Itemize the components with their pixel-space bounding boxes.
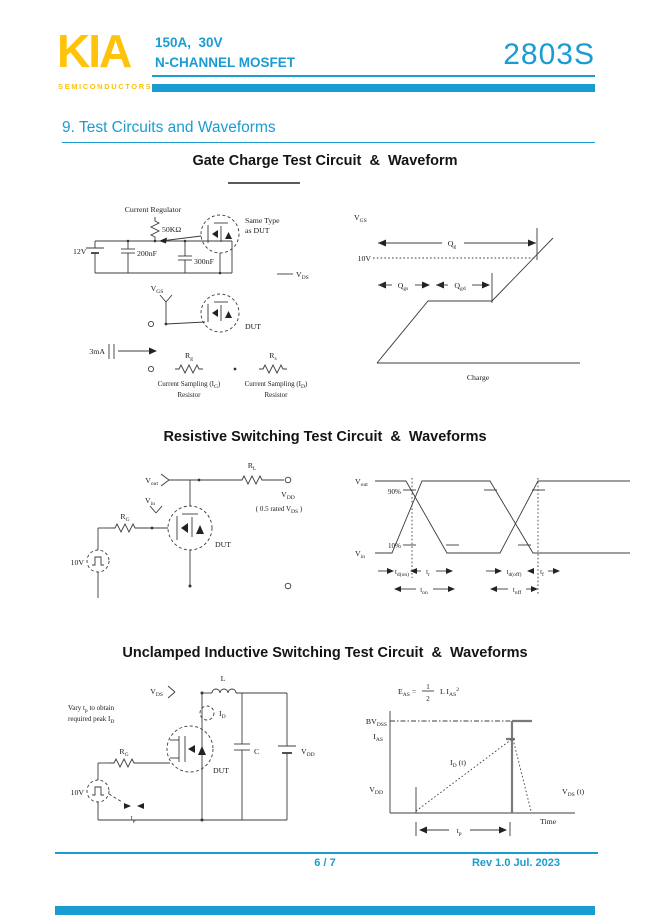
- resistor-rl-symbol: [238, 476, 266, 484]
- label-qg: $Q_g$: [447, 239, 457, 250]
- gate-charge-circuit-diagram: [55, 196, 355, 411]
- capacitor-200nf-symbol: [121, 241, 135, 273]
- id-ramp-trace: [416, 739, 512, 811]
- label-vout: $V_{out}$: [355, 477, 368, 488]
- resistive-waveform: [350, 458, 635, 613]
- junction-dot: [201, 819, 204, 822]
- mosfet-symbol-dut: [167, 726, 213, 772]
- waveform-trace: [377, 238, 553, 363]
- terminal-open-circle: [148, 366, 153, 371]
- svg-text:L IAS2: L $I_{AS}^2$: [440, 687, 459, 698]
- footer-rule: [55, 852, 598, 854]
- battery-12v-symbol: [86, 248, 104, 253]
- label-td-off: $t_{d(off)}$: [506, 568, 522, 578]
- pulse-source-10v: [87, 763, 122, 820]
- label-sampling-left-2: Resistor: [177, 391, 201, 399]
- junction-dot: [184, 240, 187, 243]
- axes: [390, 711, 575, 813]
- footer-page-number: 6 / 7: [314, 857, 336, 869]
- label-rg: $R_G$: [119, 747, 129, 758]
- vin-probe: [150, 506, 162, 513]
- header-rule-thick: [152, 84, 595, 92]
- label-sampling-right: Current Sampling $(I_D)$: [244, 380, 308, 390]
- label-vds: $V_{DS}$: [296, 270, 309, 281]
- label-dut: DUT: [215, 540, 232, 549]
- svg-text:1: 1: [426, 683, 430, 691]
- resistor-rs-symbol: [259, 365, 287, 373]
- label-vgs-axis: $V_{GS}$: [354, 213, 367, 224]
- label-vds: $V_{DS}$: [150, 687, 163, 698]
- top-rail-and-inductor: [201, 689, 288, 695]
- label-vdd: $V_{DD}$: [301, 747, 315, 758]
- terminal-open-circle: [148, 321, 153, 326]
- junction-dot: [127, 240, 130, 243]
- junction-dot: [189, 585, 192, 588]
- dimension-tp: [416, 822, 510, 836]
- label-tp: $t_p$: [130, 814, 136, 824]
- label-200nf: 200nF: [137, 249, 157, 258]
- gate-wires: [98, 759, 170, 767]
- label-3ma: 3mA: [89, 347, 105, 356]
- label-same-type-1: Same Type: [245, 216, 280, 225]
- dimension-qg: [378, 240, 536, 247]
- label-bvdss: $BV_{DSS}$: [365, 717, 387, 728]
- resistive-title: Resistive Switching Test Circuit & Waveforms: [163, 429, 487, 445]
- spec-line1: 150A, 30V: [155, 35, 223, 50]
- label-rs: $R_s$: [269, 351, 277, 362]
- svg-text:2: 2: [426, 695, 430, 703]
- label-time-axis: Time: [540, 817, 557, 826]
- section-heading-rule: [62, 142, 595, 143]
- terminal-open-circle: [285, 583, 291, 589]
- label-dut: DUT: [245, 322, 262, 331]
- label-90pct: 90%: [388, 488, 401, 496]
- gate-charge-title: Gate Charge Test Circuit & Waveform: [192, 153, 458, 169]
- capacitor-symbol: [234, 693, 250, 820]
- label-vdd: $V_{DD}$: [369, 785, 383, 796]
- label-toff: $t_{off}$: [512, 586, 522, 596]
- header-rule-thin: [152, 75, 595, 77]
- label-10pct: 10%: [388, 542, 401, 550]
- vout-probe: [161, 474, 238, 486]
- svg-text:EAS =: $E_{AS}$ =: [398, 687, 417, 698]
- label-note-2: required peak $I_D$: [68, 715, 115, 725]
- id-fall-trace: [513, 739, 531, 811]
- label-10v: 10V: [70, 788, 84, 797]
- label-12v: 12V: [73, 247, 87, 256]
- label-50k-resistor: 50KΩ: [162, 225, 182, 234]
- current-source-3ma: [109, 344, 157, 359]
- title-underline-mark: [228, 182, 300, 184]
- footer-revision: Rev 1.0 Jul. 2023: [471, 857, 560, 869]
- mosfet-symbol-regulator: [201, 215, 239, 253]
- gate-charge-waveform: [340, 200, 630, 395]
- label-cap: C: [254, 747, 260, 756]
- label-dut: DUT: [213, 766, 230, 775]
- part-number: 2803S: [503, 38, 595, 71]
- label-td-on: $t_{d(on)}$: [394, 568, 410, 578]
- waveform-vin-trace: [375, 481, 630, 553]
- label-inductor: L: [220, 674, 226, 683]
- label-10v: 10V: [70, 558, 84, 567]
- label-qgd: $Q_{gd}$: [454, 281, 466, 292]
- mosfet-symbol-dut: [201, 294, 239, 332]
- gate-wires: [98, 524, 168, 532]
- label-current-regulator: Current Regulator: [124, 205, 182, 214]
- brand-logo: KIA: [57, 25, 131, 77]
- label-rg: $R_g$: [185, 351, 193, 362]
- terminal-vdd: [285, 477, 291, 483]
- vgs-probe: [160, 295, 205, 325]
- label-vdd-note: ( 0.5 rated $V_{DS}$ ): [255, 505, 303, 515]
- junction-dot: [234, 368, 237, 371]
- uis-title: Unclamped Inductive Switching Test Circuit & Waveforms: [122, 645, 528, 661]
- label-qgs: $Q_{gs}$: [397, 281, 409, 292]
- label-ias: $I_{AS}$: [373, 732, 383, 743]
- label-10v: 10V: [357, 254, 371, 263]
- label-rg: $R_G$: [120, 512, 130, 523]
- label-vin: $V_{in}$: [145, 496, 155, 507]
- label-vgs: $V_{GS}$: [150, 284, 164, 295]
- label-id-t: $I_D$ (t): [450, 758, 466, 769]
- label-vdd: $V_{DD}$: [281, 490, 295, 501]
- label-300nf: 300nF: [194, 257, 214, 266]
- label-tr: $t_r$: [426, 568, 430, 578]
- product-spec: [155, 33, 295, 72]
- energy-formula: [398, 683, 459, 703]
- mosfet-symbol-dut: [168, 480, 212, 586]
- tp-pulse-width-marker: [124, 803, 144, 809]
- pulse-source-10v: [87, 528, 109, 598]
- footer-bottom-bar: [55, 906, 595, 915]
- label-tf: $t_f$: [540, 568, 544, 578]
- vds-probe: [168, 686, 175, 698]
- label-vds-t: $V_{DS}$ (t): [562, 787, 585, 798]
- spec-line2: N-CHANNEL MOSFET: [155, 54, 295, 70]
- label-sampling-left: Current Sampling $(I_G)$: [157, 380, 221, 390]
- resistor-rg-symbol: [175, 365, 203, 373]
- uis-waveform: [350, 673, 640, 848]
- label-rl: $R_L$: [247, 461, 257, 472]
- label-ton: $t_{on}$: [420, 586, 428, 596]
- section-heading: 9. Test Circuits and Waveforms: [62, 119, 276, 136]
- label-same-type-2: as DUT: [245, 226, 270, 235]
- label-id: $I_D$: [219, 709, 226, 720]
- resistive-circuit-diagram: [55, 453, 345, 618]
- label-vin: $V_{in}$: [355, 549, 365, 560]
- label-sampling-right-2: Resistor: [264, 391, 288, 399]
- brand-logo-subtext: SEMICONDUCTORS: [58, 82, 153, 91]
- junction-dot: [219, 272, 222, 275]
- label-vout: $V_{out}$: [145, 476, 158, 487]
- label-note-1: Vary $t_p$ to obtain: [68, 704, 115, 714]
- waveform-vout-trace: [375, 481, 630, 553]
- capacitor-300nf-symbol: [178, 241, 192, 273]
- label-tp: $t_p$: [456, 826, 462, 837]
- uis-circuit-diagram: [55, 668, 345, 843]
- junction-dot: [154, 240, 157, 243]
- battery-vdd-symbol: [278, 693, 296, 820]
- label-charge-axis: Charge: [466, 373, 490, 382]
